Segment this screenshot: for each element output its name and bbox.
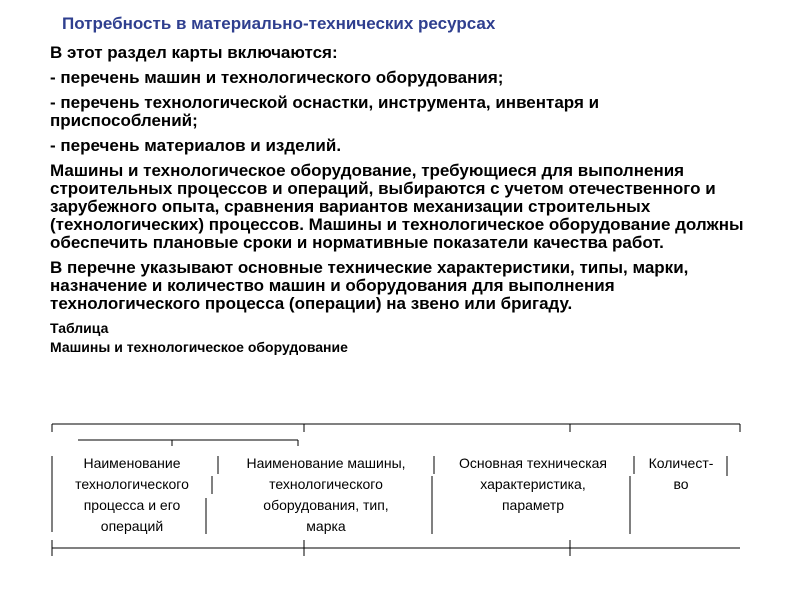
header-line: параметр [501,497,565,513]
header-line: Наименование [83,455,181,471]
table-header-quantity [636,453,726,495]
intro-text: В этот раздел карты включаются: [50,43,338,62]
header-line: технологического [75,476,189,492]
header-line: марка [306,518,346,534]
header-line: оборудования, тип, [263,497,389,513]
header-line: технологического [269,476,383,492]
list-item: - перечень технологической оснастки, инструмента, инвентаря и приспособлений; [50,93,600,130]
header-line: процесса и его [83,497,181,513]
slide-body [50,44,750,358]
list-item: - перечень машин и технологического оборудования; [50,68,504,87]
header-line: операций [100,518,164,534]
header-line: во [673,476,689,492]
table-header-machine [222,453,430,537]
list-item: - перечень материалов и изделий. [50,136,342,155]
table-caption: Машины и технологическое оборудование [50,339,348,355]
slide-title: Потребность в материально-технических ресурсах [62,14,496,33]
header-line: Основная техническая [459,455,607,471]
header-line: Количест- [648,455,714,471]
paragraph-machines: Машины и технологическое оборудование, требующиеся для выполнения строительных процессов и операций, выбираются с учетом отечественного и зарубежного опыта, сравнения вариантов механизации строительных (технологических) процессов. Машины и технологическое оборудование должны обеспечить плановые сроки и нормативные показатели качества работ. [50,161,744,252]
header-line: Наименование машины, [246,455,406,471]
table-header-characteristics [436,453,630,516]
table-label: Таблица [50,320,109,336]
table-header-process [54,453,210,537]
header-line: характеристика, [480,476,586,492]
paragraph-list-contents: В перечне указывают основные технические характеристики, типы, марки, назначение и количество машин и оборудования для выполнения технологического процесса (операции) на звено или бригаду. [50,258,689,313]
